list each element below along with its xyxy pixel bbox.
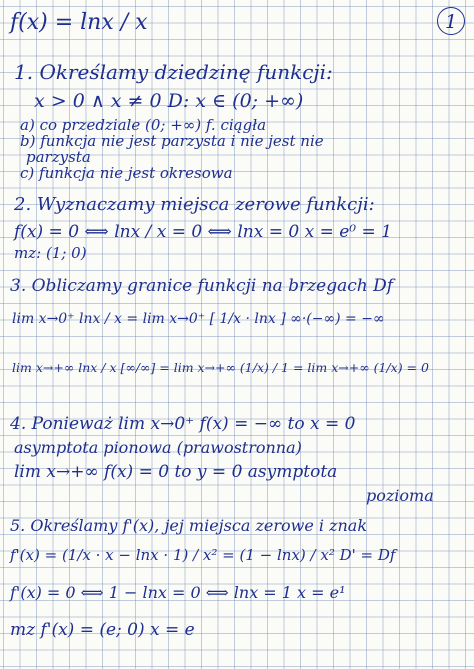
- section-1-heading: 1. Określamy dziedzinę funkcji:: [14, 60, 333, 84]
- zeros-equation: f(x) = 0 ⟺ lnx / x = 0 ⟺ lnx = 0 x = e⁰ = 1: [14, 222, 392, 242]
- limit-at-infinity: lim x→+∞ lnx / x [∞/∞] = lim x→+∞ (1/x) / 1 = lim x→+∞ (1/x) = 0: [12, 360, 429, 375]
- derivative-formula: f'(x) = (1/x · x − lnx · 1) / x² = (1 − lnx) / x² D' = Df: [10, 546, 396, 564]
- horizontal-asymptote: pozioma: [366, 486, 434, 505]
- function-definition: f(x) = lnx / x: [10, 10, 148, 35]
- section-3-heading: 3. Obliczamy granice funkcji na brzegach Df: [10, 276, 394, 296]
- section-4-heading: 4. Ponieważ lim x→0⁺ f(x) = −∞ to x = 0: [10, 414, 356, 434]
- section-2-heading: 2. Wyznaczamy miejsca zerowe funkcji:: [14, 194, 375, 215]
- derivative-zero: f'(x) = 0 ⟺ 1 − lnx = 0 ⟺ lnx = 1 x = e¹: [10, 583, 346, 602]
- continuity-note: a) co przedziale (0; +∞) f. ciągła: [20, 116, 267, 134]
- parity-note-cont: parzysta: [26, 148, 91, 166]
- periodicity-note: c) funkcja nie jest okresowa: [20, 164, 233, 182]
- horizontal-limit: lim x→+∞ f(x) = 0 to y = 0 asymptota: [14, 462, 338, 482]
- limit-at-zero: lim x→0⁺ lnx / x = lim x→0⁺ [ 1/x · lnx ] ∞·(−∞) = −∞: [12, 311, 385, 327]
- zero-point: mz: (1; 0): [14, 244, 87, 262]
- domain-line: x > 0 ∧ x ≠ 0 D: x ∈ (0; +∞): [34, 90, 304, 112]
- page-number: 1: [437, 7, 465, 35]
- parity-note: b) funkcja nie jest parzysta i nie jest nie: [20, 132, 324, 150]
- section-5-heading: 5. Określamy f'(x), jej miejsca zerowe i znak: [10, 516, 368, 535]
- vertical-asymptote: asymptota pionowa (prawostronna): [14, 438, 302, 457]
- derivative-root: mz f'(x) = (e; 0) x = e: [10, 620, 195, 640]
